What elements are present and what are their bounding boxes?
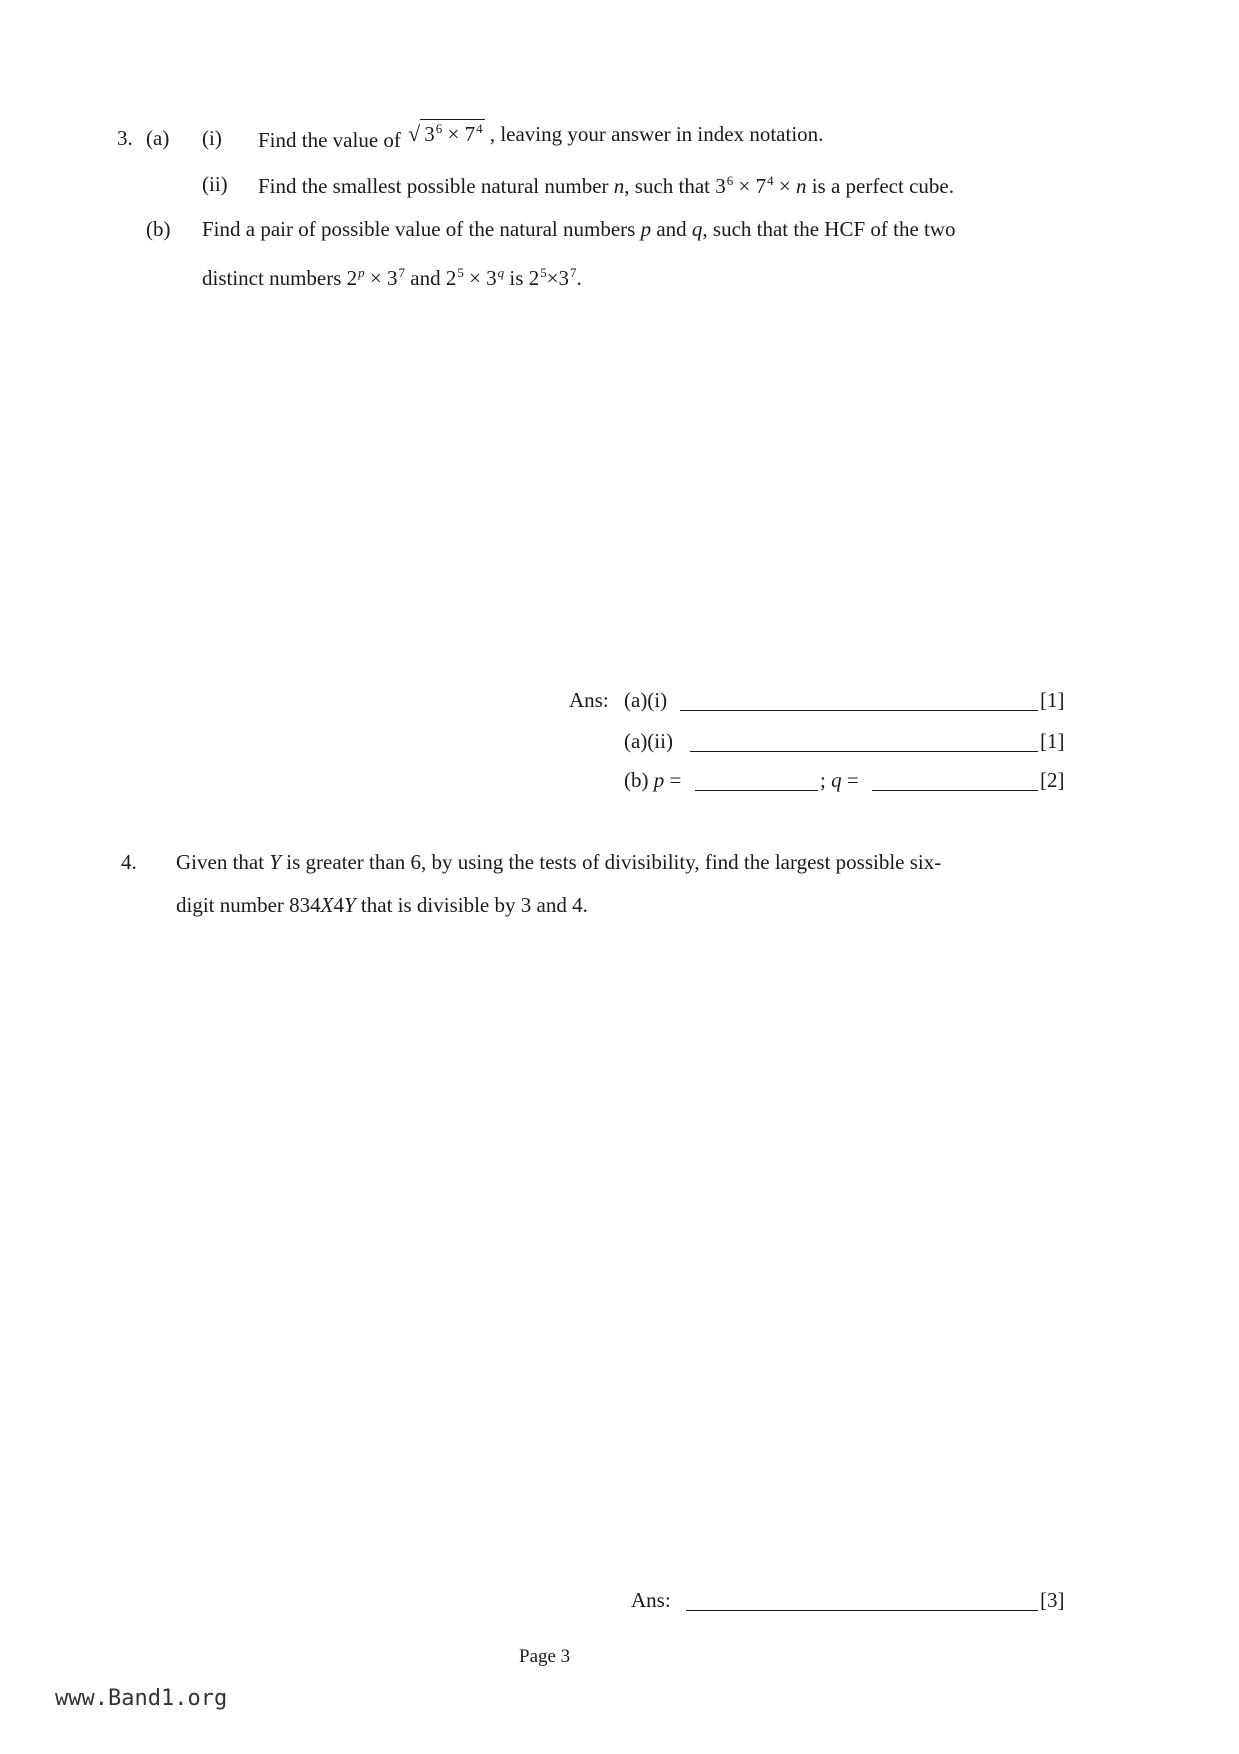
a-i-text-after: , leaving your answer in index notation. [489, 122, 824, 146]
ans-b-p-blank[interactable] [695, 789, 818, 791]
a-i-text-before: Find the value of [258, 128, 401, 152]
part-a-i-label: (i) [202, 126, 222, 150]
question-number: 4. [121, 850, 137, 874]
question-number: 3. [117, 126, 133, 150]
square-root: √ $3^6 \times 7^4$ [408, 121, 483, 146]
ans-label: Ans: [569, 688, 609, 712]
watermark-url: www.Band1.org [55, 1686, 228, 1711]
ans-label: Ans: [631, 1588, 671, 1612]
ans-q4-marks: [3] [1040, 1588, 1065, 1612]
part-b-label: (b) [146, 217, 171, 241]
ans-b-q: ; q = [820, 768, 859, 792]
ans-a-ii-label: (a)(ii) [624, 729, 673, 753]
ans-a-i-label: (a)(i) [624, 688, 668, 712]
part-a-ii-label: (ii) [202, 172, 228, 196]
ans-b-q-blank[interactable] [872, 789, 1038, 791]
part-a-label: (a) [146, 126, 170, 150]
question-4-text-line1: Given that Y is greater than 6, by using the tests of divisibility, find the largest possible six- [176, 850, 942, 874]
ans-a-ii-blank[interactable] [690, 750, 1038, 752]
ans-b-p: (b) p = [624, 768, 682, 792]
part-b-text-line1: Find a pair of possible value of the natural numbers p and q, such that the HCF of the two [202, 217, 956, 241]
ans-a-ii-marks: [1] [1040, 729, 1065, 753]
part-a-i-text [258, 122, 823, 151]
page-number: Page 3 [519, 1646, 571, 1667]
question-4-text-line2: digit number 834X4Y that is divisible by 3 and 4. [176, 893, 588, 917]
part-a-ii-text: Find the smallest possible natural number n, such that $3^6 \times 7^4 \times n$ is a perfect cube. [258, 173, 954, 198]
ans-a-i-marks: [1] [1040, 688, 1065, 712]
part-b-text-line2: distinct numbers $2^p \times 3^7$ and $2^5 \times 3^q$ is $2^5\times 3^7$. [202, 265, 582, 290]
ans-b-marks: [2] [1040, 768, 1065, 792]
ans-q4-blank[interactable] [686, 1609, 1038, 1611]
ans-a-i-blank[interactable] [680, 709, 1038, 711]
